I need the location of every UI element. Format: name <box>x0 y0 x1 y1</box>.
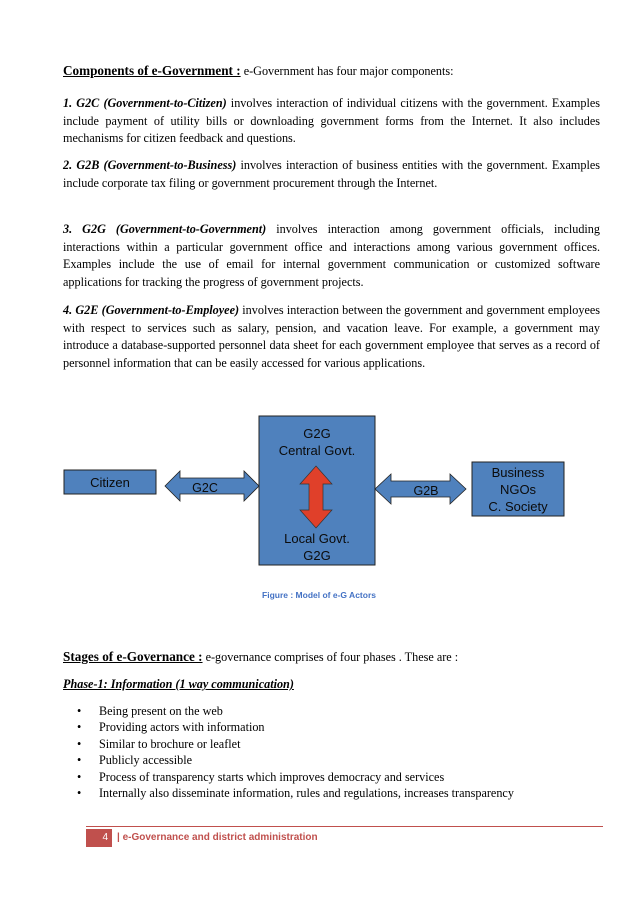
center-top-line2: Central Govt. <box>278 443 356 458</box>
list-item: • Being present on the web <box>63 703 603 719</box>
phase-1-bullet-list <box>63 703 603 801</box>
center-bottom-line2: G2G <box>303 548 331 563</box>
list-item: • Process of transparency starts which improves democracy and services <box>63 769 603 785</box>
page-number: 4 <box>86 829 112 847</box>
g2c-label: G2C <box>192 481 218 495</box>
component-item-g2g: 3. G2G (Government-to-Government) involves interaction among government officials, including interactions within a particular government office and interactions among various government offices. Examples include the use of email for internal government communication or customized software applications for tracking the progress of government projects. <box>63 222 600 289</box>
stages-heading: Stages of e-Governance : <box>63 649 203 664</box>
footer-title: | e-Governance and district administration <box>117 832 318 843</box>
components-heading: Components of e-Government : <box>63 63 241 78</box>
business-line2: NGOs <box>499 482 537 497</box>
components-intro: Components of e-Government : e-Government has four major components: <box>63 63 454 78</box>
business-line3: C. Society <box>488 499 548 514</box>
center-top-line1: G2G <box>303 426 331 441</box>
g2b-label: G2B <box>413 484 439 498</box>
figure-caption: Figure : Model of e-G Actors <box>262 590 376 600</box>
stages-intro: Stages of e-Governance : e-governance comprises of four phases . These are : <box>63 649 459 664</box>
citizen-label: Citizen <box>90 475 130 490</box>
list-item: • Providing actors with information <box>63 719 603 735</box>
footer-divider <box>86 826 603 827</box>
list-item: • Internally also disseminate information, rules and regulations, increases transparency <box>63 785 603 801</box>
list-item: • Similar to brochure or leaflet <box>63 736 603 752</box>
component-item-g2c: 1. G2C (Government-to-Citizen) involves interaction of individual citizens with the government. Examples include payment of utility bills or downloading government forms from the Internet. It also includes mechanisms for citizen feedback and questions. <box>63 96 600 145</box>
list-item: • Publicly accessible <box>63 752 603 768</box>
phase-1-heading: Phase-1: Information (1 way communication) <box>63 677 294 691</box>
business-line1: Business <box>491 465 545 480</box>
center-bottom-line1: Local Govt. <box>284 531 350 546</box>
component-item-g2e: 4. G2E (Government-to-Employee) involves interaction between the government and government employees with respect to services such as salary, pension, and vacation leave. For example, a government may introduce a database-supported personnel data sheet for each government employee that serves as a record of personnel information that can be easily accessed for various applications. <box>63 303 601 370</box>
component-item-g2b: 2. G2B (Government-to-Business) involves interaction of business entities with the government. Examples include corporate tax filing or government procurement through the Internet. <box>63 158 600 190</box>
